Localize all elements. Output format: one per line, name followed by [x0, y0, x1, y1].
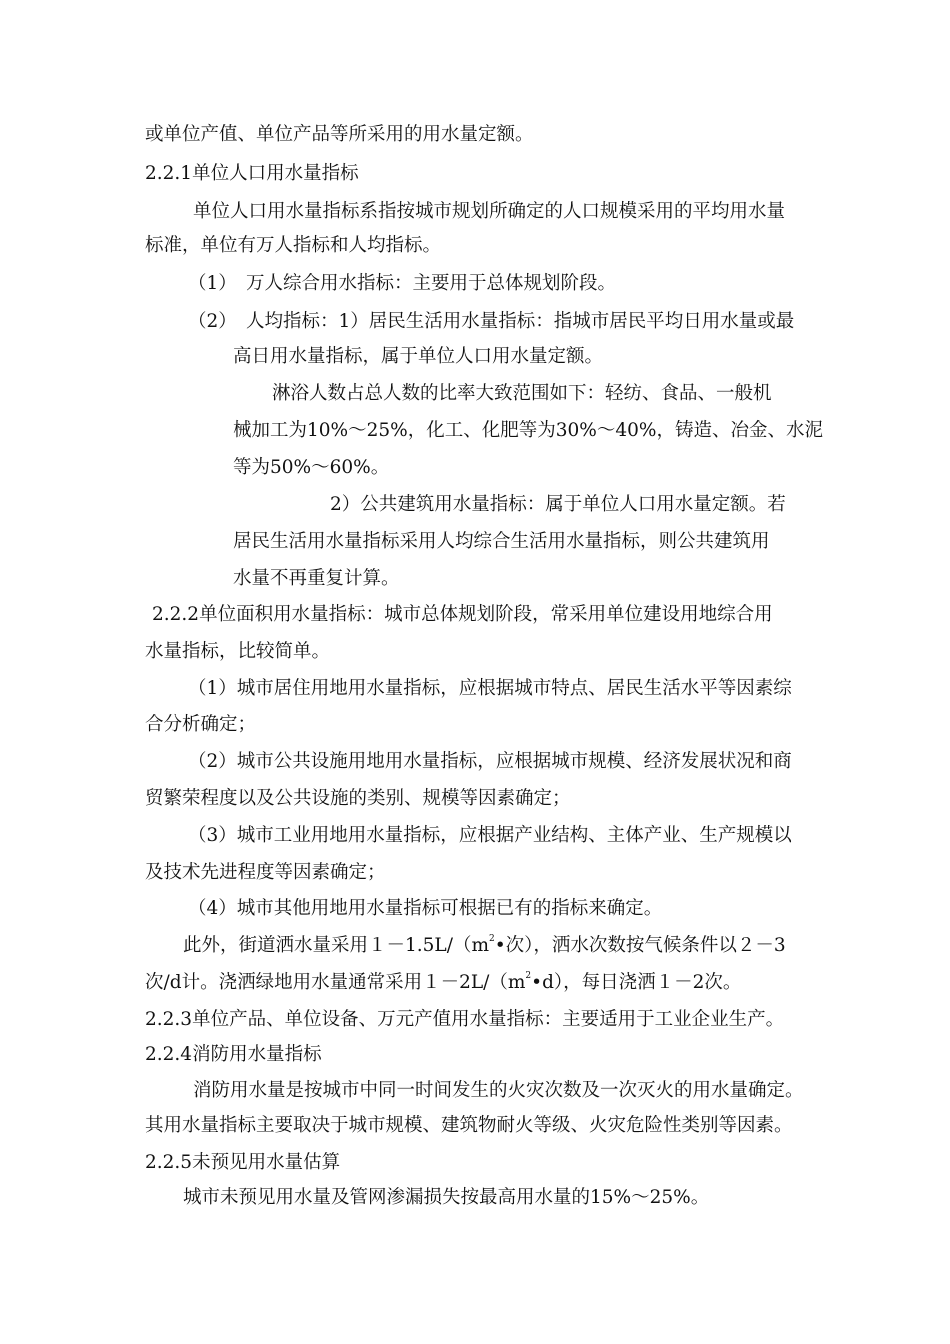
paragraph-line: 其用水量指标主要取决于城市规模、建筑物耐火等级、火灾危险性类别等因素。	[145, 1115, 793, 1136]
section-heading-2-2-2: 2.2.2单位面积用水量指标：城市总体规划阶段，常采用单位建设用地综合用	[152, 604, 773, 625]
paragraph-line: 消防用水量是按城市中同一时间发生的火灾次数及一次灭火的用水量确定。	[193, 1080, 804, 1101]
paragraph-line: 水量指标，比较简单。	[145, 641, 331, 662]
list-item-3: （3）城市工业用地用水量指标，应根据产业结构、主体产业、生产规模以	[188, 825, 792, 846]
paragraph-line: 及技术先进程度等因素确定；	[145, 862, 386, 883]
paragraph-line: 水量不再重复计算。	[233, 568, 400, 589]
section-heading-2-2-5: 2.2.5未预见用水量估算	[145, 1152, 341, 1173]
text-segment: •次），洒水次数按气候条件以２－3	[494, 935, 786, 956]
superscript: 2	[525, 971, 532, 981]
paragraph-line: 高日用水量指标，属于单位人口用水量定额。	[233, 346, 604, 367]
paragraph-line: 单位人口用水量指标系指按城市规划所确定的人口规模采用的平均用水量	[193, 201, 786, 222]
list-item-1: （1） 万人综合用水指标：主要用于总体规划阶段。	[188, 273, 617, 294]
section-heading-2-2-3: 2.2.3单位产品、单位设备、万元产值用水量指标：主要适用于工业企业生产。	[145, 1009, 785, 1030]
text-segment: •d），每日浇洒１－2次。	[531, 972, 742, 993]
list-item-2: （2） 人均指标：1）居民生活用水量指标：指城市居民平均日用水量或最	[188, 311, 795, 332]
paragraph-line: 贸繁荣程度以及公共设施的类别、规模等因素确定；	[145, 788, 571, 809]
superscript: 2	[488, 934, 495, 944]
paragraph-line-street-watering	[183, 934, 786, 956]
paragraph-line: 2）公共建筑用水量指标：属于单位人口用水量定额。若	[330, 494, 786, 515]
text-segment: 次/d计。浇洒绿地用水量通常采用１－2L/（m	[145, 972, 526, 993]
paragraph-line-green-watering	[145, 971, 742, 993]
paragraph-line: 居民生活用水量指标采用人均综合生活用水量指标，则公共建筑用	[233, 531, 770, 552]
paragraph-line: 淋浴人数占总人数的比率大致范围如下：轻纺、食品、一般机	[272, 383, 772, 404]
paragraph-line: 标准，单位有万人指标和人均指标。	[145, 235, 442, 256]
paragraph-line: 等为50%～60%。	[233, 457, 390, 478]
paragraph-line: 城市未预见用水量及管网渗漏损失按最高用水量的15%～25%。	[183, 1187, 710, 1208]
paragraph-line: 合分析确定；	[145, 714, 257, 735]
list-item-4: （4）城市其他用地用水量指标可根据已有的指标来确定。	[188, 898, 663, 919]
section-heading-2-2-4: 2.2.4消防用水量指标	[145, 1044, 322, 1065]
paragraph-line: 械加工为10%～25%，化工、化肥等为30%～40%，铸造、冶金、水泥	[233, 420, 823, 441]
list-item-2: （2）城市公共设施用地用水量指标，应根据城市规模、经济发展状况和商	[188, 751, 792, 772]
list-item-1: （1）城市居住用地用水量指标，应根据城市特点、居民生活水平等因素综	[188, 678, 792, 699]
section-heading-2-2-1: 2.2.1单位人口用水量指标	[145, 163, 359, 184]
paragraph-line: 或单位产值、单位产品等所采用的用水量定额。	[145, 124, 534, 145]
text-segment: 此外，街道洒水量采用１－1.5L/（m	[183, 935, 489, 956]
